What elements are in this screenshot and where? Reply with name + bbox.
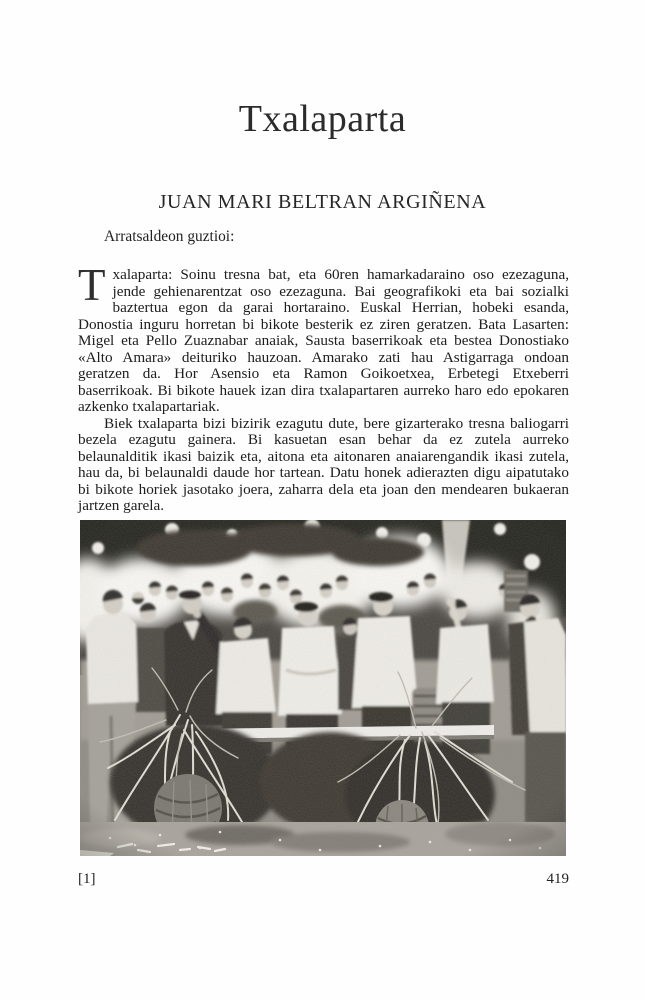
salutation-line: Arratsaldeon guztioi:	[104, 228, 235, 245]
drop-cap: T	[78, 260, 106, 310]
article-title: Txalaparta	[238, 98, 407, 140]
paragraph-1	[78, 260, 569, 416]
page-footer	[78, 871, 569, 888]
page-number: 419	[546, 871, 569, 887]
photograph-graphic	[80, 520, 566, 856]
photograph	[80, 520, 566, 856]
article-body	[78, 260, 569, 515]
paragraph-2: Biek txalaparta bizi bizirik ezagutu dute, bere gizarterako tresna baliogarri bezela ezagutu gainera. Bi kasuetan esan behar da ez zutela aurreko belaunalditik ikasi baizik eta, aitona eta aitonaren anaiarengandik ikasi zutela, hau da, bi belaunaldi daude hor tartean. Datu honek adierazten digu aipatutako bi bikote horiek jasotako joera, zaharra dela eta joan den mendearen bukaeran jartzen garela.	[78, 414, 569, 514]
footnote-marker: [1]	[78, 871, 96, 887]
article-author: JUAN MARI BELTRAN ARGIÑENA	[158, 191, 487, 213]
paragraph-1-text: xalaparta: Soinu tresna bat, eta 60ren hamarkadaraino oso ezezaguna, jende gehienarentzat oso ezezaguna. Bai geografikoki eta bai sozialki baztertua egon da garai hortaraino. Euskal Herrian, hobeki esanda, Donostia inguru horretan bi bikote besterik ez ziren geratzen. Bata Lasarten: Migel eta Pello Zuaznabar anaiak, Sausta baserrikoak eta bestea Donostiako «Alto Amara» deituriko hauzoan. Amarako zati hau Astigarraga ondoan geratzen da. Hor Asensio eta Ramon Goikoetxea, Erbetegi Etxeberri baserrikoak. Bi bikote hauek izan dira txalapartaren aurreko haro edo epokaren azkenko txalapartariak.	[78, 266, 569, 415]
photo-grain	[80, 520, 566, 856]
